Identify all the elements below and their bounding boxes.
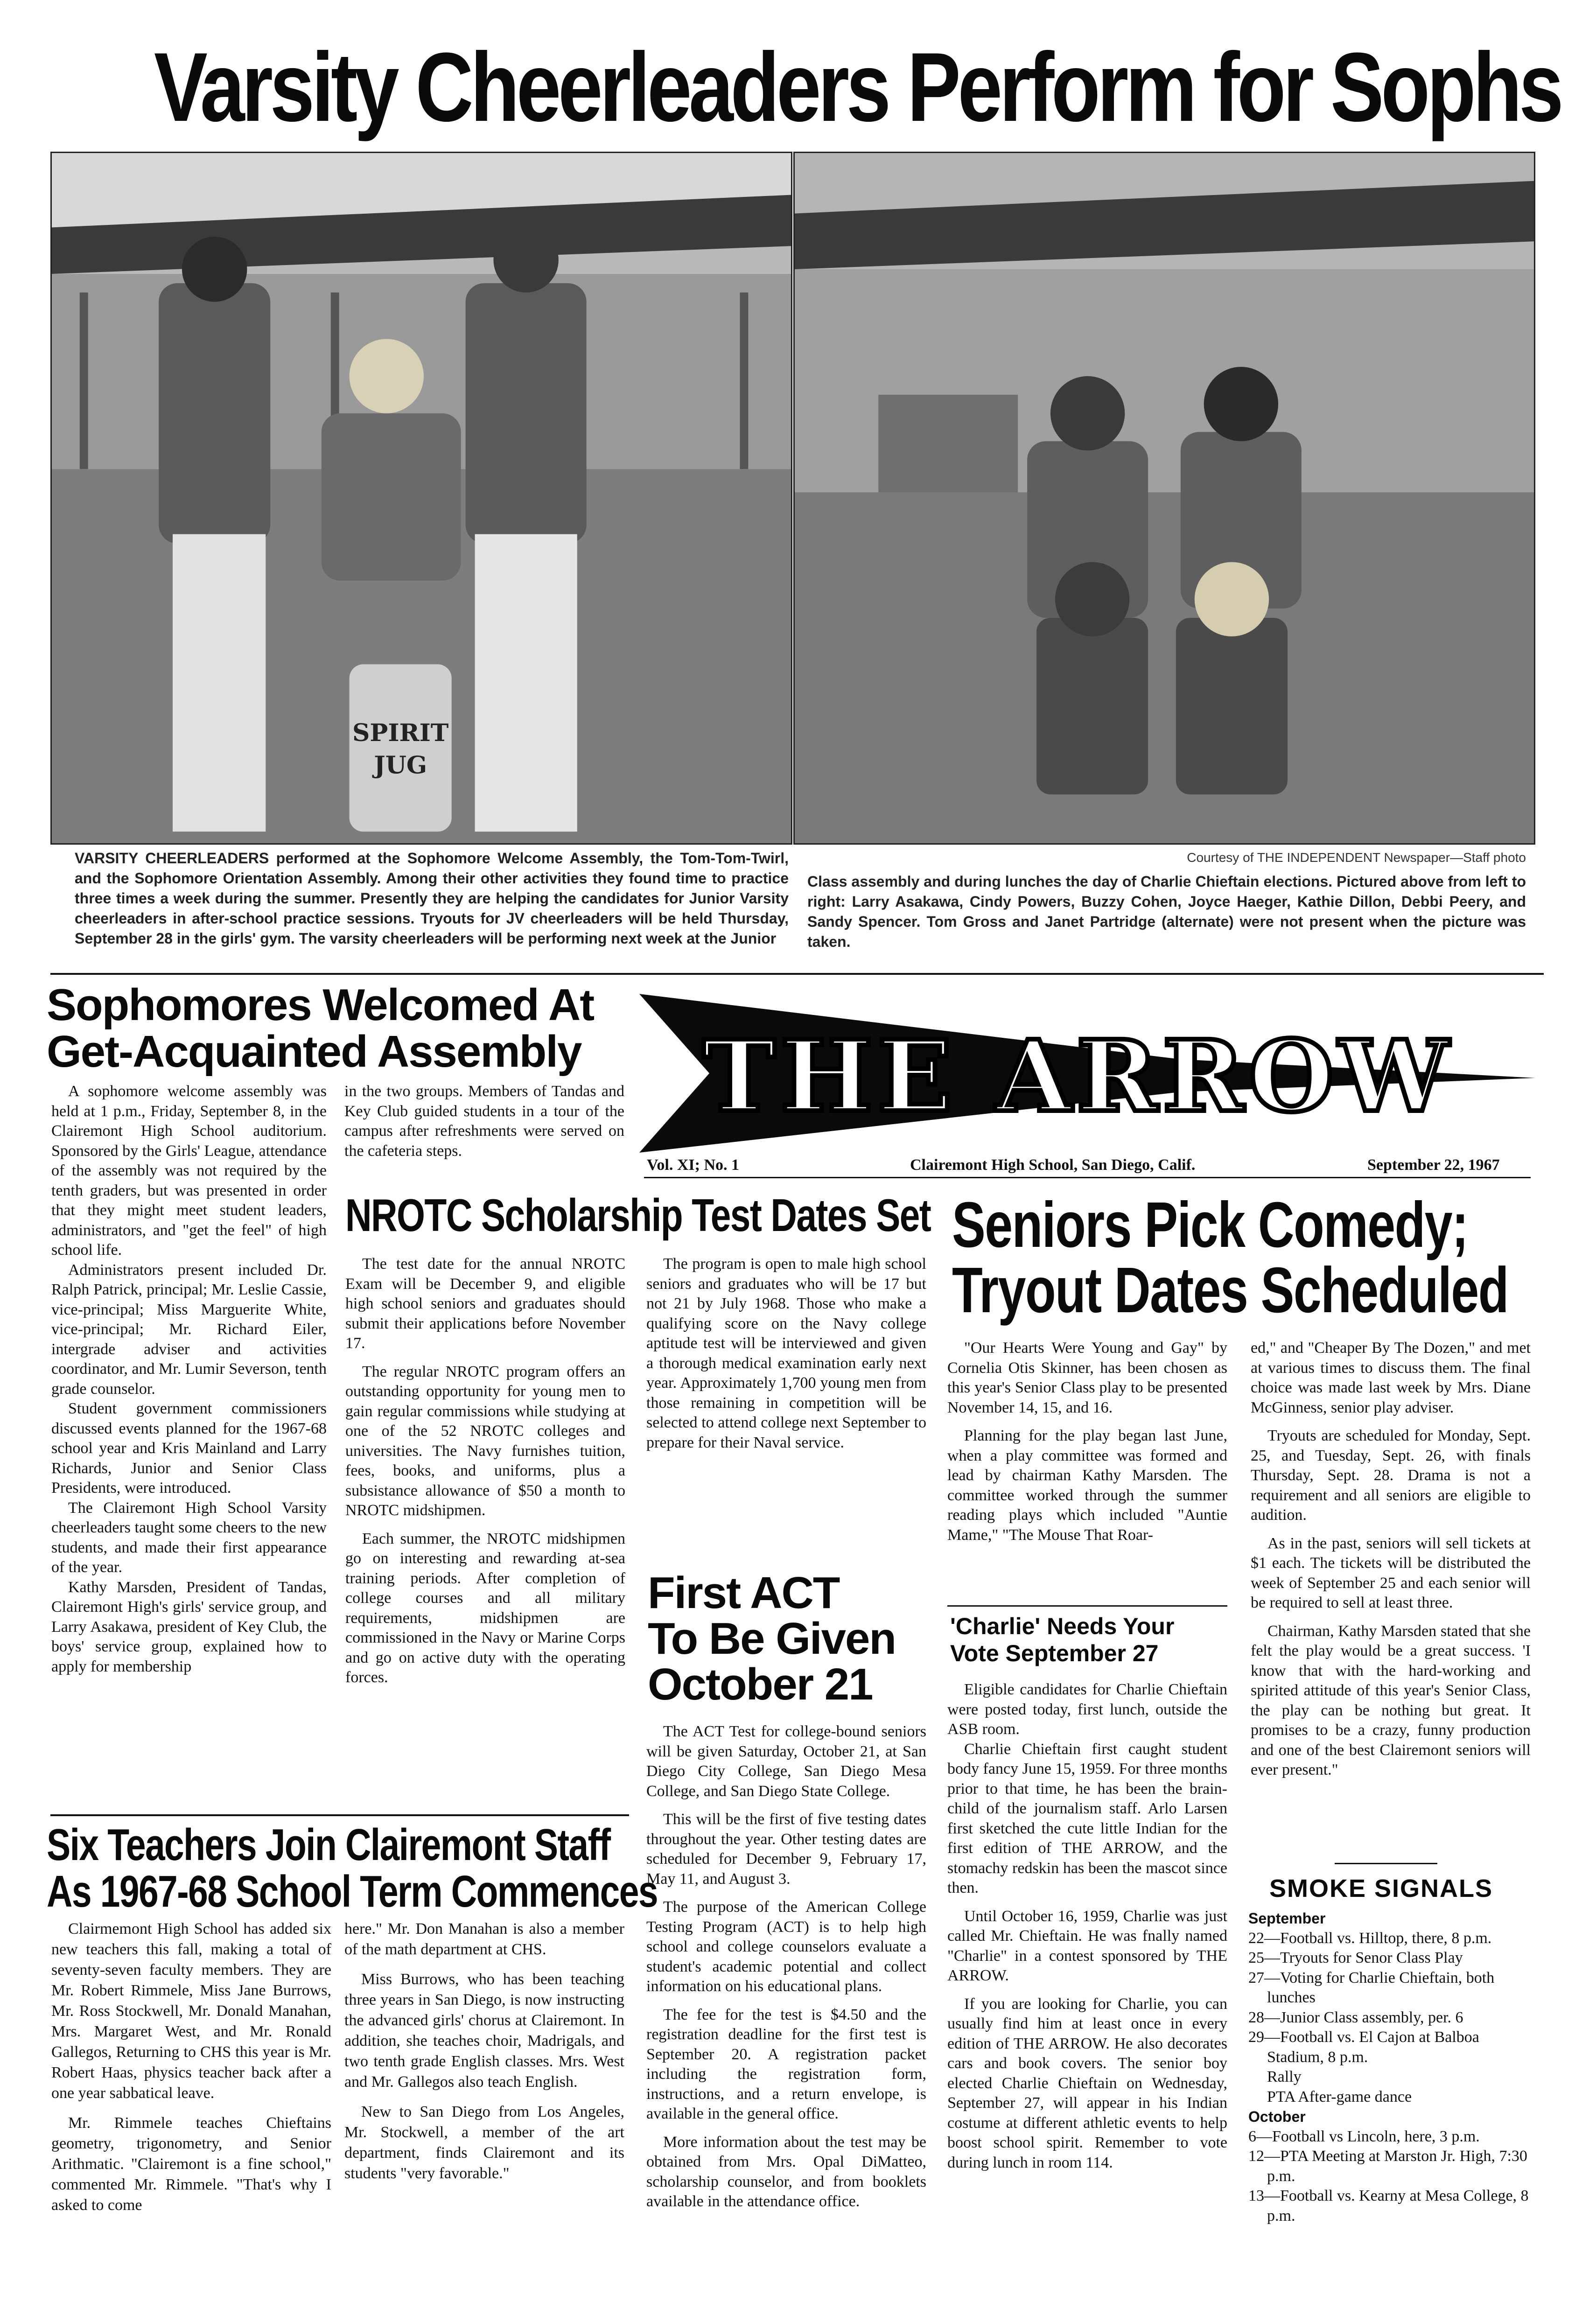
sophomores-col-2: in the two groups. Members of Tandas and Key Club guided students in a tour of the campus after refreshments were served on the cafeteria steps. [344,1083,624,1160]
calendar-item: Rally [1267,2068,1302,2085]
masthead-date: September 22, 1967 [1367,1156,1500,1174]
nrotc-col-2: The program is open to male high school seniors and graduates who will be 17 but not 21 by July 1968. Those who make a qualifying score on the Navy college aptitude test will be interviewed and given a thorough medical examination early next year. Approximately 1,700 young men from those remaining in competition will be selected to attend college next September to prepare for their Naval service. [646,1255,926,1451]
calendar-item: 13—Football vs. Kearny at Mesa College, 8 p.m. [1248,2187,1529,2224]
masthead-title: THE ARROW [702,1019,1454,1134]
sophomores-headline-1: Sophomores Welcomed At [47,980,594,1030]
svg-text:JUG: JUG [374,751,427,780]
sophomores-col-1: A sophomore welcome assembly was held at 1 p.m., Friday, September 8, in the Clairemont High School auditorium. Sponsored by the Girls' League, attendance of the assembly was not required by the tenth graders, but was presented in order that they might meet student leaders, administrators, and "get the feel" of high school life. Administrators present included Dr. Ralph Patrick, principal; Mr. Leslie Cassie, vice-principal; Miss Marguerite White, vice-principal; Mr. Richard Eiler, intergrade adviser and activities coordinator, and Mr. Lumir Severson, tenth grade counselor. Student government commissioners discussed events planned for the 1967-68 school year and Kris Mainland and Larry Richards, Junior and Senior Class Presidents, were introduced. The Clairemont High School Varsity cheerleaders taught some cheers to the new students, and made their first appearance of the year. Kathy Marsden, President of Tandas, Clairemont High's girls' service group, and Larry Asakawa, president of Key Club, the boys' service group, explained how to apply for membership [51,1083,327,1675]
act-headline-2: To Be Given [648,1614,896,1664]
banner-headline: Varsity Cheerleaders Perform for Sophs [154,32,1561,142]
calendar-item: PTA After-game dance [1267,2088,1412,2105]
calendar-item: 12—PTA Meeting at Marston Jr. High, 7:30 p.m. [1248,2147,1527,2185]
calendar-item: 22—Football vs. Hilltop, there, 8 p.m. [1248,1929,1492,1947]
sophomores-headline-2: Get-Acquainted Assembly [47,1027,581,1077]
smoke-signals-list [1248,1909,1533,2291]
masthead-school: Clairemont High School, San Diego, Calif. [910,1156,1196,1174]
smoke-signals-month-october: October [1248,2108,1306,2125]
calendar-item: 25—Tryouts for Senor Class Play [1248,1949,1463,1966]
teachers-headline-1: Six Teachers Join Clairemont Staff [47,1820,610,1870]
teachers-col-2: here." Mr. Don Manahan is also a member of the math department at CHS. Miss Burrows, who has been teaching three years in San Diego, is now instructing the advanced girls' chorus at Clairemont. In addition, she teaches choir, Madrigals, and two tenth grade English classes. Mrs. West and Mr. Gallegos also teach English. New to San Diego from Los Angeles, Mr. Stockwell, a member of the art department, finds Clairemont and its students "very favorable." [344,1920,624,2182]
act-headline-1: First ACT [648,1568,840,1618]
nrotc-col-1: The test date for the annual NROTC Exam will be December 9, and eligible high school seniors and graduates should submit their applications before November 17. The regular NROTC program offers an outstanding opportunity for young men to gain regular commissions while studying at one of the 52 NROTC colleges and universities. The Navy furnishes tuition, fees, books, and uniforms, plus a subsistance allowance of $50 a month to NROTC midshipmen. Each summer, the NROTC midshipmen go on interesting and rewarding at-sea training periods. After completion of college courses and all military requirements, midshipmen are commissioned in the Navy or Marine Corps and go on active duty with the operating forces. [345,1255,625,1686]
nrotc-headline: NROTC Scholarship Test Dates Set [345,1189,931,1241]
act-headline-3: October 21 [648,1659,873,1709]
charlie-headline-1: 'Charlie' Needs Your [950,1613,1175,1639]
charlie-body: Eligible candidates for Charlie Chieftain were posted today, first lunch, outside the ASB room. Charlie Chieftain first caught student body fancy June 15, 1959. For three months prior to that time, he has been the brain-child of the journalism staff. Arlo Larsen first sketched the cute little Indian for the first edition of THE ARROW, and the stomachy redskin has been the mascot since then. Until October 16, 1959, Charlie was just called Mr. Chieftain. He was fnally named "Charlie" in a contest sponsored by THE ARROW. If you are looking for Charlie, you can usually find him at least once in every edition of THE ARROW. He also decorates cars and book covers. The senior boy elected Charlie Chieftain on Wednesday, September 27, will appear in his Indian costume at different athletic events to help boost school spirit. Remember to vote during lunch in room 114. [947,1681,1227,2171]
smoke-signals-title: SMOKE SIGNALS [1269,1874,1493,1902]
smoke-signals-month-september: September [1248,1910,1326,1927]
calendar-item: 28—Junior Class assembly, per. 6 [1248,2008,1463,2026]
calendar-item: 6—Football vs Lincoln, here, 3 p.m. [1248,2127,1480,2145]
seniors-headline-1: Seniors Pick Comedy; [952,1189,1468,1261]
seniors-col-2: ed," and "Cheaper By The Dozen," and met at various times to discuss them. The final choice was made last week by Mrs. Diane McGinness, senior play adviser. Tryouts are scheduled for Monday, Sept. 25, and Tuesday, Sept. 26, with finals Thursday, Sept. 28. Drama is not a requirement and all seniors are eligible to audition. As in the past, seniors will sell tickets at $1 each. The tickets will be distributed the week of September 25 and each senior will be required to sell at least three. Chairman, Kathy Marsden stated that she felt the play would be a great success. 'I know that with the hard-working and spirited attitude of this year's Senior Class, the play can be nothing but great. It promises to be a crazy, funny production and one of the best Clairemont seniors will ever present." [1251,1339,1531,1778]
seniors-col-1: "Our Hearts Were Young and Gay" by Cornelia Otis Skinner, has been chosen as this year's Senior Class play to be presented November 14, 15, and 16. Planning for the play began last June, when a play committee was formed and lead by chairman Kathy Marsden. The committee worked through the summer reading plays which included "Auntie Mame," "The Mouse That Roar- [947,1339,1227,1544]
masthead-volume: Vol. XI; No. 1 [647,1156,740,1174]
teachers-col-1: Clairmemont High School has added six new teachers this fall, making a total of seventy-seven faculty members. They are Mr. Robert Rimmele, Miss Jane Burrows, Mr. Ross Stockwell, Mr. Donald Manahan, Mrs. Margaret West, and Mr. Ronald Gallegos, Returning to CHS this year is Mr. Robert Haas, physics teacher back after a one year sabbatical leave. Mr. Rimmele teaches Chieftains geometry, trigonometry, and Senior Arithmatic. "Clairemont is a fine school," commented Mr. Rimmele. "That's why I asked to come [51,1920,331,2214]
calendar-item: 29—Football vs. El Cajon at Balboa Stadium, 8 p.m. [1248,2028,1479,2066]
cheerleaders-photo-left [50,152,792,845]
charlie-headline-2: Vote September 27 [950,1640,1159,1666]
cheerleaders-photo-right [793,152,1535,845]
photo-caption-left: VARSITY CHEERLEADERS performed at the Sophomore Welcome Assembly, the Tom-Tom-Twirl, and the Sophomore Orientation Assembly. Among their other activities they found time to practice three times a week during the summer. Presently they are helping the candidates for Junior Varsity cheerleaders in after-school practice sessions. Tryouts for JV cheerleaders will be held Thursday, September 28 in the girls' gym. The varsity cheerleaders will be performing next week at the Junior [75,850,789,947]
photo-caption-right: Class assembly and during lunches the day of Charlie Chieftain elections. Pictured above from left to right: Larry Asakawa, Cindy Powers, Buzzy Cohen, Joyce Haeger, Kathie Dillon, Debbi Peery, and Sandy Spencer. Tom Gross and Janet Partridge (alternate) were not present when the picture was taken. [807,873,1526,950]
calendar-item: 27—Voting for Charlie Chieftain, both lunches [1248,1969,1495,2006]
masthead-logo [639,985,1535,1157]
act-body: The ACT Test for college-bound seniors will be given Saturday, October 21, at San Diego City College, San Diego Mesa College, and San Diego State College. This will be the first of five testing dates throughout the year. Other testing dates are scheduled for December 9, February 17, May 11, and August 3. The purpose of the American College Testing Program (ACT) is to help high school and college counselors evaluate a student's academic potential and collect information on his educational plans. The fee for the test is $4.50 and the registration deadline for the first test is September 20. A registration packet including the registration form, instructions, and a return envelope, is available in the general office. More information about the test may be obtained from Mrs. Opal DiMatteo, scholarship counselor, and from booklets available in the attendance office. [646,1723,926,2210]
spirit-jug-label: SPIRIT [352,718,449,747]
seniors-headline-2: Tryout Dates Scheduled [952,1254,1508,1326]
teachers-headline-2: As 1967-68 School Term Commences [47,1867,658,1916]
photo-credit: Courtesy of THE INDEPENDENT Newspaper—Staff photo [1187,850,1526,865]
